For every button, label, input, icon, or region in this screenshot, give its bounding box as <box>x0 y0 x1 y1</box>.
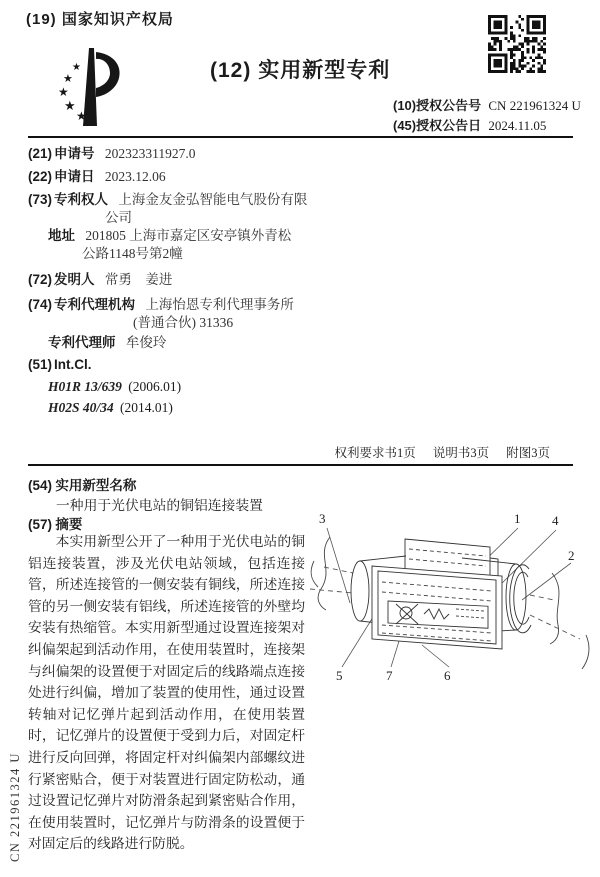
fig-ref-2: 2 <box>568 548 575 563</box>
pub-no-value: CN 221961324 U <box>488 98 581 113</box>
fig-ref-1: 1 <box>514 511 521 526</box>
office-tag: (19) <box>26 11 57 28</box>
page-counts-line <box>320 443 550 461</box>
document-kind-title <box>210 54 390 84</box>
cnipa-logo-icon <box>56 44 124 132</box>
intcl-class-2: H02S 40/34 (2014.01) <box>48 400 173 415</box>
header-divider <box>28 136 573 138</box>
field-agency: (74) 专利代理机构 上海怡恩专利代理事务所 <box>28 297 294 312</box>
pub-date-label: 授权公告日 <box>416 118 482 133</box>
fig-ref-3: 3 <box>319 511 326 526</box>
utility-model-title: 一种用于光伏电站的铜铝连接装置 <box>56 498 263 513</box>
publication-date-line <box>393 115 546 134</box>
publication-number-line <box>393 95 581 114</box>
field-application-number: (21) 申请号 202323311927.0 <box>28 146 196 161</box>
kind-tag: (12) <box>210 59 252 82</box>
fig-ref-4: 4 <box>552 513 559 528</box>
field-agency-line2: (普通合伙) 31336 <box>133 315 234 330</box>
section-54-heading: (54) 实用新型名称 <box>28 478 137 493</box>
claims-pages: 权利要求书1页 <box>334 446 416 460</box>
field-address-line2: 公路1148号第2幢 <box>82 246 183 261</box>
svg-text:★: ★ <box>58 85 69 99</box>
field-address: 地址 201805 上海市嘉定区安亭镇外青松 <box>48 228 292 243</box>
field-inventors: (72) 发明人 常勇 姜进 <box>28 272 173 287</box>
svg-text:★: ★ <box>76 109 87 123</box>
pub-no-tag: (10) <box>393 98 417 113</box>
issuing-office-line <box>26 8 174 29</box>
field-intcl: (51) Int.Cl. <box>28 357 92 372</box>
kind-title-text: 实用新型专利 <box>258 59 391 82</box>
intcl-class-1: H01R 13/639 (2006.01) <box>48 379 182 394</box>
figures-pages: 附图3页 <box>506 446 550 460</box>
fig-ref-7: 7 <box>386 668 393 683</box>
fig-ref-5: 5 <box>336 668 343 683</box>
field-patentee-line2: 公司 <box>105 210 132 225</box>
svg-text:★: ★ <box>64 98 76 113</box>
patent-drawing <box>300 503 596 733</box>
pub-date-tag: (45) <box>393 118 417 133</box>
fig-ref-6: 6 <box>444 668 451 683</box>
section-57-heading: (57) 摘要 <box>28 517 83 532</box>
description-pages: 说明书3页 <box>432 446 490 460</box>
pub-date-value: 2024.11.05 <box>488 118 547 133</box>
qr-code <box>487 15 547 73</box>
body-divider <box>28 464 573 466</box>
pub-no-label: 授权公告号 <box>416 98 482 113</box>
abstract-text: 本实用新型公开了一种用于光伏电站的铜铝连接装置，涉及光伏电站领域，包括连接管，所述连接管的一侧安装有铜线，所述连接管的另一侧安装有铝线，所述连接管的外壁均安装有热缩管。本实用新型通过设置连接架对纠偏架起到活动作用，在使用装置时，连接架与纠偏架的设置便于对固定后的线路端点连接处进行纠偏，增加了装置的使用性，通过设置转轴对记忆弹片起到活动作用，在使用装置时，记忆弹片的设置便于受到力后，对固定杆进行反向回弹，将固定杆对纠偏架内部螺纹进行紧密贴合，便于对装置进行固定防松动，通过设置记忆弹片对防滑条起到紧密贴合作用，在使用装置时，记忆弹片与防滑条的设置便于对固定后的线路进行防脱。 <box>28 534 305 852</box>
side-publication-code: CN 221961324 U <box>8 752 22 862</box>
field-patentee: (73) 专利权人 上海金友金弘智能电气股份有限 <box>28 192 308 207</box>
field-application-date: (22) 申请日 2023.12.06 <box>28 169 166 184</box>
svg-text:★: ★ <box>63 73 73 85</box>
office-name: 国家知识产权局 <box>61 11 174 28</box>
field-agent: 专利代理师 牟俊玲 <box>48 335 167 350</box>
svg-text:★: ★ <box>72 62 81 73</box>
